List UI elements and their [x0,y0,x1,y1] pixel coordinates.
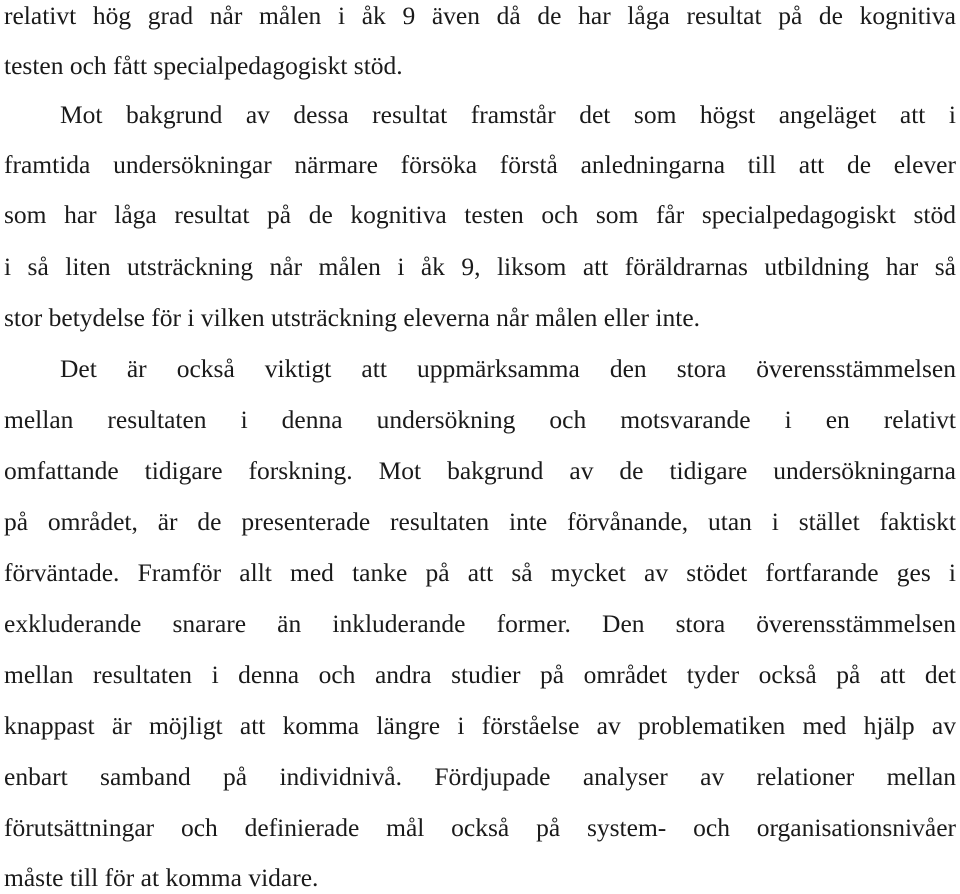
text-line: i så liten utsträckning når målen i åk 9, liksom att föräldrarnas utbildning har så [4,252,956,281]
text-line: framtida undersökningar närmare försöka förstå anledningarna till att de elever [4,150,956,179]
text-line: som har låga resultat på de kognitiva testen och som får specialpedagogiskt stöd [4,200,956,229]
text-line: mellan resultaten i denna undersökning och motsvarande i en relativt [4,405,956,434]
text-line: stor betydelse för i vilken utsträckning eleverna når målen eller inte. [4,303,701,332]
text-line: på området, är de presenterade resultaten inte förvånande, utan i stället faktiskt [4,507,956,536]
text-line: enbart samband på individnivå. Fördjupade analyser av relationer mellan [4,762,956,791]
text-line: omfattande tidigare forskning. Mot bakgrund av de tidigare undersökningarna [4,456,956,485]
text-line: knappast är möjligt att komma längre i förståelse av problematiken med hjälp av [4,711,956,740]
text-line: måste till för at komma vidare. [4,863,319,892]
text-line: förutsättningar och definierade mål också på system- och organisationsnivåer [4,813,956,842]
text-line: testen och fått specialpedagogiskt stöd. [4,51,403,80]
text-line: mellan resultaten i denna och andra studier på området tyder också på att det [4,660,956,689]
text-line: Det är också viktigt att uppmärksamma den stora överensstämmelsen [60,354,956,383]
text-line: förväntade. Framför allt med tanke på att så mycket av stödet fortfarande ges i [4,558,956,587]
text-line: Mot bakgrund av dessa resultat framstår det som högst angeläget att i [60,100,956,129]
text-line: relativt hög grad når målen i åk 9 även då de har låga resultat på de kognitiva [4,1,956,30]
text-line: exkluderande snarare än inkluderande former. Den stora överensstämmelsen [4,609,956,638]
